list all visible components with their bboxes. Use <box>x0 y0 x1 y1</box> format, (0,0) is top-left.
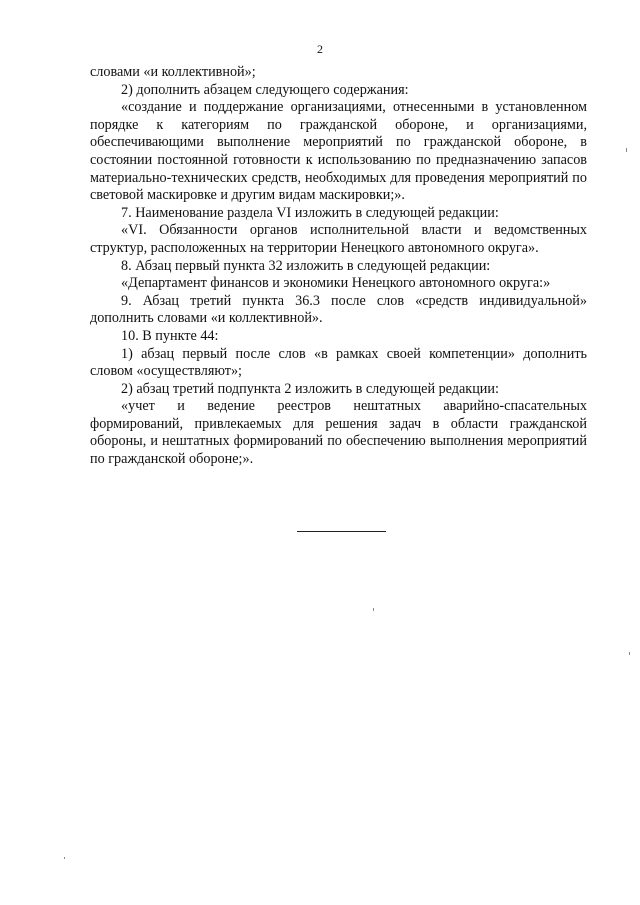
paragraph-quote-department: «Департамент финансов и экономики Ненецкого автономного округа:» <box>121 275 551 292</box>
paragraph-quote-masking: «создание и поддержание организациями, отнесенными в установленном порядке к категориям по гражданской обороне, и организациями, обеспечивающими выполнение мероприятий по гражданской обороне, в состоянии постоянной готовности к использованию по предназначению запасов материально-технических средств, необходимых для проведения мероприятий по световой маскировке и другим видам маскировки;». <box>90 99 587 204</box>
paragraph-quote-section-vi: «VI. Обязанности органов исполнительной власти и ведомственных структур, расположенных на территории Ненецкого автономного округа». <box>90 222 587 256</box>
scan-speck <box>629 652 630 655</box>
scan-speck <box>626 148 627 152</box>
paragraph-subitem-2: 2) абзац третий подпункта 2 изложить в следующей редакции: <box>121 380 499 397</box>
scan-speck <box>373 608 374 611</box>
closing-separator-line <box>297 531 386 532</box>
paragraph-quote-registry: «учет и ведение реестров нештатных аварийно-спасательных формирований, привлекаемых для решения задач в области гражданской обороны, и нештатных формирований по обеспечению выполнения мероприятий по гражданской обороне;». <box>90 398 587 468</box>
paragraph-item-9: 9. Абзац третий пункта 36.3 после слов «средств индивидуальной» дополнить словами «и коллективной». <box>90 292 587 327</box>
paragraph-item-8: 8. Абзац первый пункта 32 изложить в следующей редакции: <box>121 257 491 274</box>
paragraph-subitem-1: 1) абзац первый после слов «в рамках своей компетенции» дополнить словом «осуществляют»; <box>90 345 587 380</box>
scan-speck <box>64 857 65 859</box>
paragraph-item-7: 7. Наименование раздела VI изложить в следующей редакции: <box>121 204 499 221</box>
paragraph-item-2: 2) дополнить абзацем следующего содержания: <box>121 81 409 98</box>
document-body <box>90 64 587 469</box>
page-number: 2 <box>317 42 323 56</box>
paragraph-item-10: 10. В пункте 44: <box>121 327 219 344</box>
paragraph-continuation: словами «и коллективной»; <box>90 64 256 80</box>
